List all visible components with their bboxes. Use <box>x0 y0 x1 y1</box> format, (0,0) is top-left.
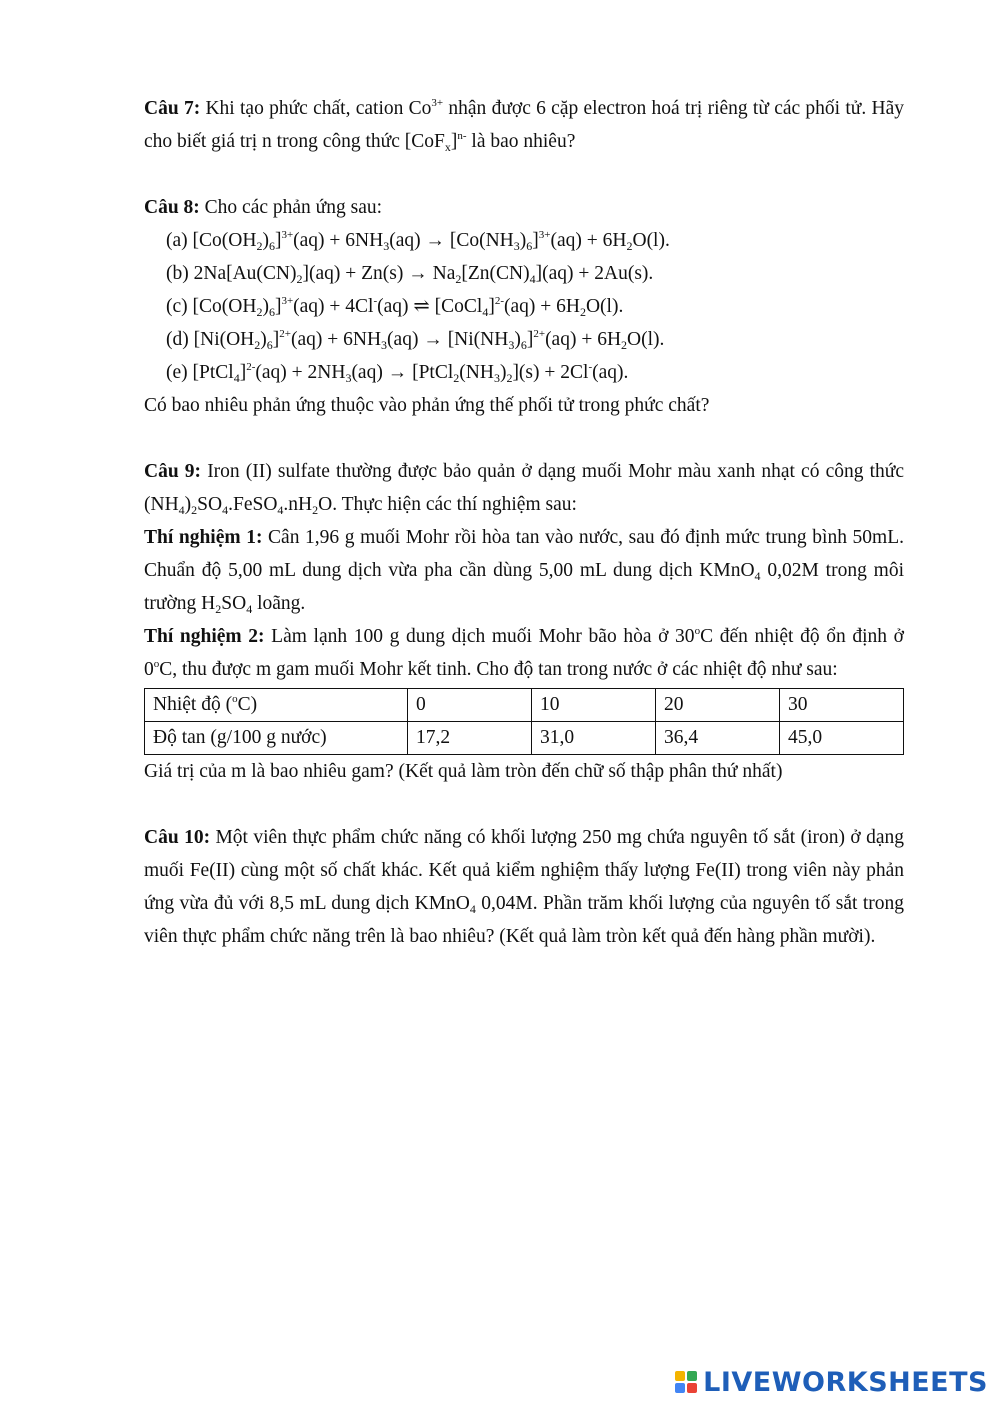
worksheet-page <box>144 92 904 986</box>
liveworksheets-logo <box>675 1362 988 1402</box>
table-cell: 10 <box>532 689 656 722</box>
solubility-header: Độ tan (g/100 g nước) <box>145 722 408 755</box>
question-7: Câu 7: Khi tạo phức chất, cation $Co^{3+}$ nhận được 6 cặp electron hoá trị riêng từ các phối tử. Hãy cho biết giá trị n trong công thức $[CoF_x]^{n-}$ là bao nhiêu? <box>144 97 904 154</box>
table-cell: 30 <box>780 689 904 722</box>
brand-text: LIVEWORKSHEETS <box>703 1366 988 1398</box>
reaction-d: (d) $[Ni(OH_2)_6]^{2+}(aq) + 6NH_3(aq) \to [Ni(NH_3)_6]^{2+}(aq) + 6H_2O(l)$. <box>166 328 665 352</box>
question-7-label: Câu 7: <box>144 98 201 119</box>
experiment-1: Thí nghiệm 1: Cân 1,96 g muối Mohr rồi hòa tan vào nước, sau đó định mức trung bình 50mL. Chuẩn độ 5,00 mL dung dịch vừa pha cần dùng 5,00 mL dung dịch KMnO$_4$ 0,02M trong môi trường $H_2SO_4$ loãng. <box>144 527 904 616</box>
table-cell: 20 <box>656 689 780 722</box>
question-8: Câu 8: Cho các phản ứng sau: (a) $[Co(OH_2)_6]^{3+}(aq) + 6NH_3(aq) \to [Co(NH_3)_6]^{3+}(aq) + 6H_2O(l)$. (b) $2Na[Au(CN)_2](aq) + Zn(s) \to Na_2[Zn(CN)_4](aq) + 2Au(s)$. (c) $[Co(OH_2)_6]^{3+}(aq) + 4Cl^-(aq)$ ⇌ [CoCl$_4$]$^{2-}$(aq) + $6H_2O(l)$. (d) $[Ni(OH_2)_6]^{2+}(aq) + 6NH_3(aq) \to [Ni(NH_3)_6]^{2+}(aq) + 6H_2O(l)$. (e) [PtCl$_4$]$^{2-}$(aq) + $2NH_3(aq)$ → $[PtCl_2(NH_3)_2](s) + 2Cl^-(aq)$. Có bao nhiêu phản ứng thuộc vào phản ứng thế phối tử trong phức chất? <box>144 191 904 422</box>
question-10-label: Câu 10: <box>144 827 211 848</box>
table-cell: 45,0 <box>780 722 904 755</box>
reaction-a: (a) $[Co(OH_2)_6]^{3+}(aq) + 6NH_3(aq) \to [Co(NH_3)_6]^{3+}(aq) + 6H_2O(l)$. <box>166 229 670 253</box>
reaction-c: (c) $[Co(OH_2)_6]^{3+}(aq) + 4Cl^-(aq)$ ⇌ [CoCl$_4$]$^{2-}$(aq) + $6H_2O(l)$. <box>166 295 624 319</box>
question-9-label: Câu 9: <box>144 461 202 482</box>
table-cell: 31,0 <box>532 722 656 755</box>
solubility-table <box>144 688 904 755</box>
table-cell: 36,4 <box>656 722 780 755</box>
question-9: Câu 9: Iron (II) sulfate thường được bảo quản ở dạng muối Mohr màu xanh nhạt có công thức $(NH_4)_2SO_4.FeSO_4.nH_2O$. Thực hiện các thí nghiệm sau: Thí nghiệm 1: Cân 1,96 g muối Mohr rồi hòa tan vào nước, sau đó định mức trung bình 50mL. Chuẩn độ 5,00 mL dung dịch vừa pha cần dùng 5,00 mL dung dịch KMnO$_4$ 0,02M trong môi trường $H_2SO_4$ loãng. Thí nghiệm 2: Làm lạnh 100 g dung dịch muối Mohr bão hòa ở 30$^o$C đến nhiệt độ ổn định ở 0$^o$C, thu được m gam muối Mohr kết tinh. Cho độ tan trong nước ở các nhiệt độ như sau: Nhiệt độ ($^o$C) 0 10 20 30 Độ tan (g/100 g nước) 17,2 31,0 36,4 45,0 Giá trị của m là bao nhiêu gam? (Kết quả làm tròn đến chữ số thập phân thứ nhất) <box>144 455 904 788</box>
experiment-2: Thí nghiệm 2: Làm lạnh 100 g dung dịch muối Mohr bão hòa ở 30$^o$C đến nhiệt độ ổn định ở 0$^o$C, thu được m gam muối Mohr kết tinh. Cho độ tan trong nước ở các nhiệt độ như sau: <box>144 625 904 680</box>
question-10: Câu 10: Một viên thực phẩm chức năng có khối lượng 250 mg chứa nguyên tố sắt (iron) ở dạng muối Fe(II) cùng một số chất khác. Kết quả kiểm nghiệm thấy lượng Fe(II) trong viên này phản ứng vừa đủ với 8,5 mL dung dịch KMnO$_4$ 0,04M. Phần trăm khối lượng của nguyên tố sắt trong viên thực phẩm chức năng trên là bao nhiêu? (Kết quả làm tròn kết quả đến hàng phần mười). <box>144 827 904 947</box>
table-cell: 0 <box>408 689 532 722</box>
reaction-b: (b) $2Na[Au(CN)_2](aq) + Zn(s) \to Na_2[Zn(CN)_4](aq) + 2Au(s)$. <box>166 263 654 286</box>
reaction-e: (e) [PtCl$_4$]$^{2-}$(aq) + $2NH_3(aq)$ → $[PtCl_2(NH_3)_2](s) + 2Cl^-(aq)$. <box>166 361 629 385</box>
table-row <box>145 689 904 722</box>
logo-icon <box>675 1371 697 1393</box>
question-8-prompt: Có bao nhiêu phản ứng thuộc vào phản ứng thế phối tử trong phức chất? <box>144 395 710 416</box>
table-cell: 17,2 <box>408 722 532 755</box>
question-8-label: Câu 8: <box>144 197 200 218</box>
table-row <box>145 722 904 755</box>
temperature-header: Nhiệt độ ($^o$C) <box>145 689 408 722</box>
question-9-prompt: Giá trị của m là bao nhiêu gam? (Kết quả làm tròn đến chữ số thập phân thứ nhất) <box>144 761 783 782</box>
